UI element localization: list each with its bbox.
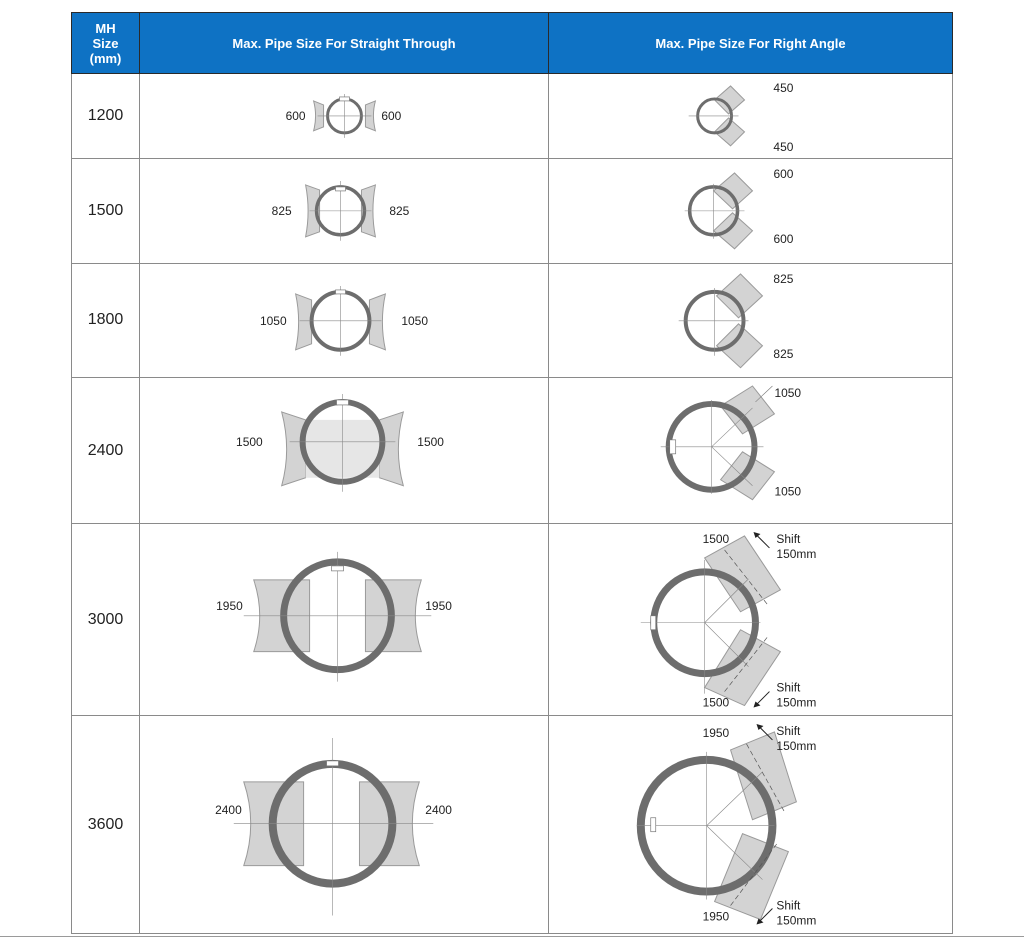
- straight-right-label: 2400: [425, 803, 452, 818]
- straight-through-diagram: [140, 523, 549, 716]
- right-angle-figure-1800: [549, 264, 952, 378]
- mh-size-cell: 1500: [72, 158, 140, 263]
- straight-left-label: 600: [285, 108, 306, 123]
- right-top-label: 450: [773, 80, 794, 95]
- straight-left-label: 1500: [236, 435, 263, 450]
- shift-amount-top: 150mm: [776, 546, 817, 561]
- straight-through-diagram: [140, 74, 549, 159]
- straight-right-label: 1050: [401, 313, 428, 328]
- table-header-row: [72, 13, 953, 74]
- right-top-label: 1050: [774, 386, 802, 401]
- straight-left-label: 1950: [216, 598, 243, 613]
- header-mh-size: [72, 13, 140, 74]
- right-top-label: 1500: [702, 531, 730, 546]
- header-straight-through: Max. Pipe Size For Straight Through: [140, 13, 549, 74]
- straight-right-label: 1950: [425, 598, 452, 613]
- header-right-angle: Max. Pipe Size For Right Angle: [549, 13, 953, 74]
- shift-word-bottom: Shift: [776, 680, 801, 695]
- straight-left-label: 2400: [215, 803, 242, 818]
- shift-amount-bottom: 150mm: [776, 695, 817, 710]
- right-angle-diagram: [549, 378, 953, 524]
- right-bottom-label: 1050: [774, 484, 802, 499]
- right-angle-figure-3600: [549, 716, 952, 932]
- mh-size-cell: 1800: [72, 263, 140, 378]
- right-angle-figure-1600: [549, 159, 952, 263]
- right-angle-figure-1200: [549, 74, 952, 158]
- straight-through-figure-1500: [140, 159, 548, 263]
- right-bottom-label: 825: [773, 346, 794, 361]
- right-angle-diagram: [549, 74, 953, 159]
- right-bottom-label: 450: [773, 139, 794, 154]
- straight-through-figure-1800: [140, 264, 548, 378]
- straight-right-label: 600: [381, 108, 402, 123]
- straight-through-diagram: [140, 158, 549, 263]
- straight-right-label: 1500: [417, 435, 444, 450]
- right-bottom-label: 1950: [702, 909, 730, 924]
- right-angle-diagram: [549, 158, 953, 263]
- straight-through-figure-1200: [140, 74, 548, 158]
- mh-size-cell: 3600: [72, 716, 140, 933]
- straight-through-diagram: [140, 263, 549, 378]
- table-row: [72, 716, 953, 933]
- pipe-size-table: [71, 12, 953, 934]
- right-angle-figure-3000: [549, 524, 952, 716]
- shift-amount-bottom: 150mm: [776, 913, 817, 928]
- header-size-line: Size: [92, 35, 119, 51]
- table-row: [72, 263, 953, 378]
- right-bottom-label: 1500: [702, 695, 730, 710]
- straight-through-figure-3000: [140, 524, 548, 716]
- bottom-divider: [0, 936, 1024, 937]
- right-top-label: 600: [773, 166, 794, 181]
- table-row: [72, 523, 953, 716]
- shift-word-top: Shift: [776, 531, 801, 546]
- straight-right-label: 825: [389, 203, 410, 218]
- shift-word-top: Shift: [776, 724, 801, 739]
- shift-amount-top: 150mm: [776, 739, 817, 754]
- mh-size-cell: 3000: [72, 523, 140, 716]
- shift-word-bottom: Shift: [776, 898, 801, 913]
- header-mm-line: (mm): [89, 50, 122, 66]
- right-angle-figure-2400: [549, 378, 952, 523]
- straight-through-figure-2400: [140, 378, 548, 523]
- right-angle-diagram: [549, 263, 953, 378]
- straight-left-label: 1050: [260, 313, 287, 328]
- table-row: [72, 378, 953, 524]
- mh-size-cell: 2400: [72, 378, 140, 524]
- straight-through-figure-3600: [140, 716, 548, 932]
- right-angle-diagram: [549, 523, 953, 716]
- right-top-label: 1950: [702, 726, 730, 741]
- straight-through-diagram: [140, 716, 549, 933]
- straight-left-label: 825: [271, 203, 292, 218]
- table-row: [72, 74, 953, 159]
- right-angle-diagram: [549, 716, 953, 933]
- right-top-label: 825: [773, 271, 794, 286]
- straight-through-diagram: [140, 378, 549, 524]
- header-mh-line: MH: [95, 20, 116, 36]
- right-bottom-label: 600: [773, 231, 794, 246]
- table-row: [72, 158, 953, 263]
- mh-size-cell: 1200: [72, 74, 140, 159]
